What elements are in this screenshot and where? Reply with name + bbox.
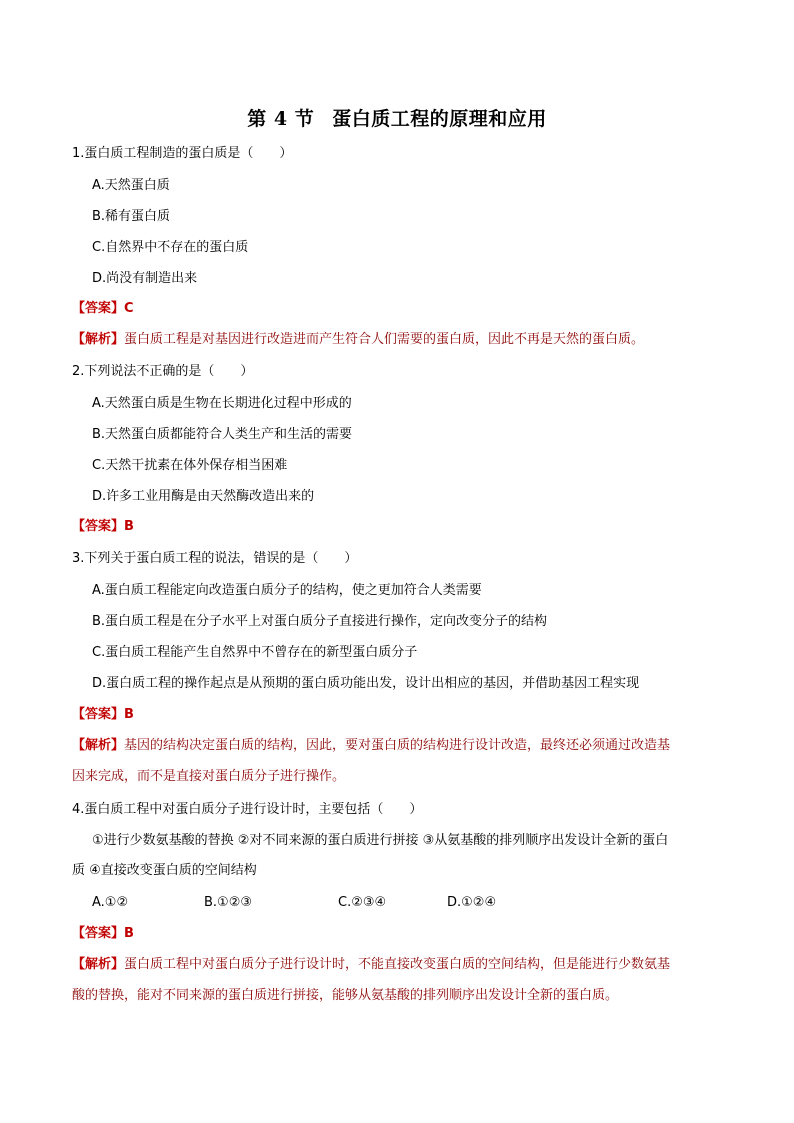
question-4-answer <box>72 925 134 943</box>
answer-tag: 【答案】 <box>72 519 125 534</box>
answer-value: B <box>124 519 134 534</box>
answer-tag: 【答案】 <box>72 707 125 722</box>
analysis-text-line-1: 基因的结构决定蛋白质的结构，因此，要对蛋白质的结构进行设计改造，最终还必须通过改造基 <box>124 738 671 753</box>
question-4-analysis-line-2: 酸的替换，能对不同来源的蛋白质进行拼接，能够从氨基酸的排列顺序出发设计全新的蛋白质。 <box>72 988 619 1003</box>
question-2-option-c: C.天然干扰素在体外保存相当困难 <box>92 458 288 473</box>
section-name: 蛋白质工程的原理和应用 <box>332 108 547 130</box>
question-3-option-c: C.蛋白质工程能产生自然界中不曾存在的新型蛋白质分子 <box>92 645 418 660</box>
answer-tag: 【答案】 <box>72 926 125 941</box>
question-4-stem: 4.蛋白质工程中对蛋白质分子进行设计时，主要包括（ ） <box>72 802 423 817</box>
question-1-option-a: A.天然蛋白质 <box>92 178 170 193</box>
analysis-tag: 【解析】 <box>72 957 125 972</box>
section-number: 第 4 节 <box>247 108 315 130</box>
question-4-choice-b: B.①②③ <box>204 895 253 910</box>
question-2-stem: 2.下列说法不正确的是（ ） <box>72 364 254 379</box>
question-3-option-d: D.蛋白质工程的操作起点是从预期的蛋白质功能出发，设计出相应的基因，并借助基因工程实现 <box>92 676 640 691</box>
question-4-choice-c: C.②③④ <box>338 895 387 910</box>
question-2-option-b: B.天然蛋白质都能符合人类生产和生活的需要 <box>92 427 353 442</box>
question-3-stem: 3.下列关于蛋白质工程的说法，错误的是（ ） <box>72 551 358 566</box>
question-4-choice-d: D.①②④ <box>447 895 497 910</box>
question-2-option-d: D.许多工业用酶是由天然酶改造出来的 <box>92 489 315 504</box>
analysis-tag: 【解析】 <box>72 738 125 753</box>
question-4-items-line-2: 质 ④直接改变蛋白质的空间结构 <box>72 863 257 878</box>
question-1-option-d: D.尚没有制造出来 <box>92 271 198 286</box>
question-4-analysis <box>72 956 670 974</box>
analysis-text: 蛋白质工程是对基因进行改造进而产生符合人们需要的蛋白质，因此不再是天然的蛋白质。 <box>124 332 645 347</box>
question-1-option-c: C.自然界中不存在的蛋白质 <box>92 240 249 255</box>
question-4-items-line-1: ①进行少数氨基酸的替换 ②对不同来源的蛋白质进行拼接 ③从氨基酸的排列顺序出发设计全新的蛋白 <box>92 833 669 848</box>
answer-value: B <box>124 926 134 941</box>
question-1-answer <box>72 300 134 318</box>
question-1-analysis <box>72 331 644 349</box>
analysis-tag: 【解析】 <box>72 332 125 347</box>
page-title <box>0 104 794 131</box>
question-2-answer <box>72 518 134 536</box>
question-1-option-b: B.稀有蛋白质 <box>92 209 171 224</box>
answer-value: C <box>124 301 134 316</box>
answer-value: B <box>124 707 134 722</box>
question-2-option-a: A.天然蛋白质是生物在长期进化过程中形成的 <box>92 396 352 411</box>
question-3-answer <box>72 706 134 724</box>
question-3-analysis-line-2: 因来完成，而不是直接对蛋白质分子进行操作。 <box>72 769 346 784</box>
question-3-option-b: B.蛋白质工程是在分子水平上对蛋白质分子直接进行操作，定向改变分子的结构 <box>92 614 548 629</box>
question-4-choice-a: A.①② <box>92 895 129 910</box>
question-3-analysis <box>72 737 670 755</box>
question-3-option-a: A.蛋白质工程能定向改造蛋白质分子的结构，使之更加符合人类需要 <box>92 583 482 598</box>
question-1-stem: 1.蛋白质工程制造的蛋白质是（ ） <box>72 146 293 161</box>
answer-tag: 【答案】 <box>72 301 125 316</box>
analysis-text-line-1: 蛋白质工程中对蛋白质分子进行设计时，不能直接改变蛋白质的空间结构，但是能进行少数氨基 <box>124 957 671 972</box>
